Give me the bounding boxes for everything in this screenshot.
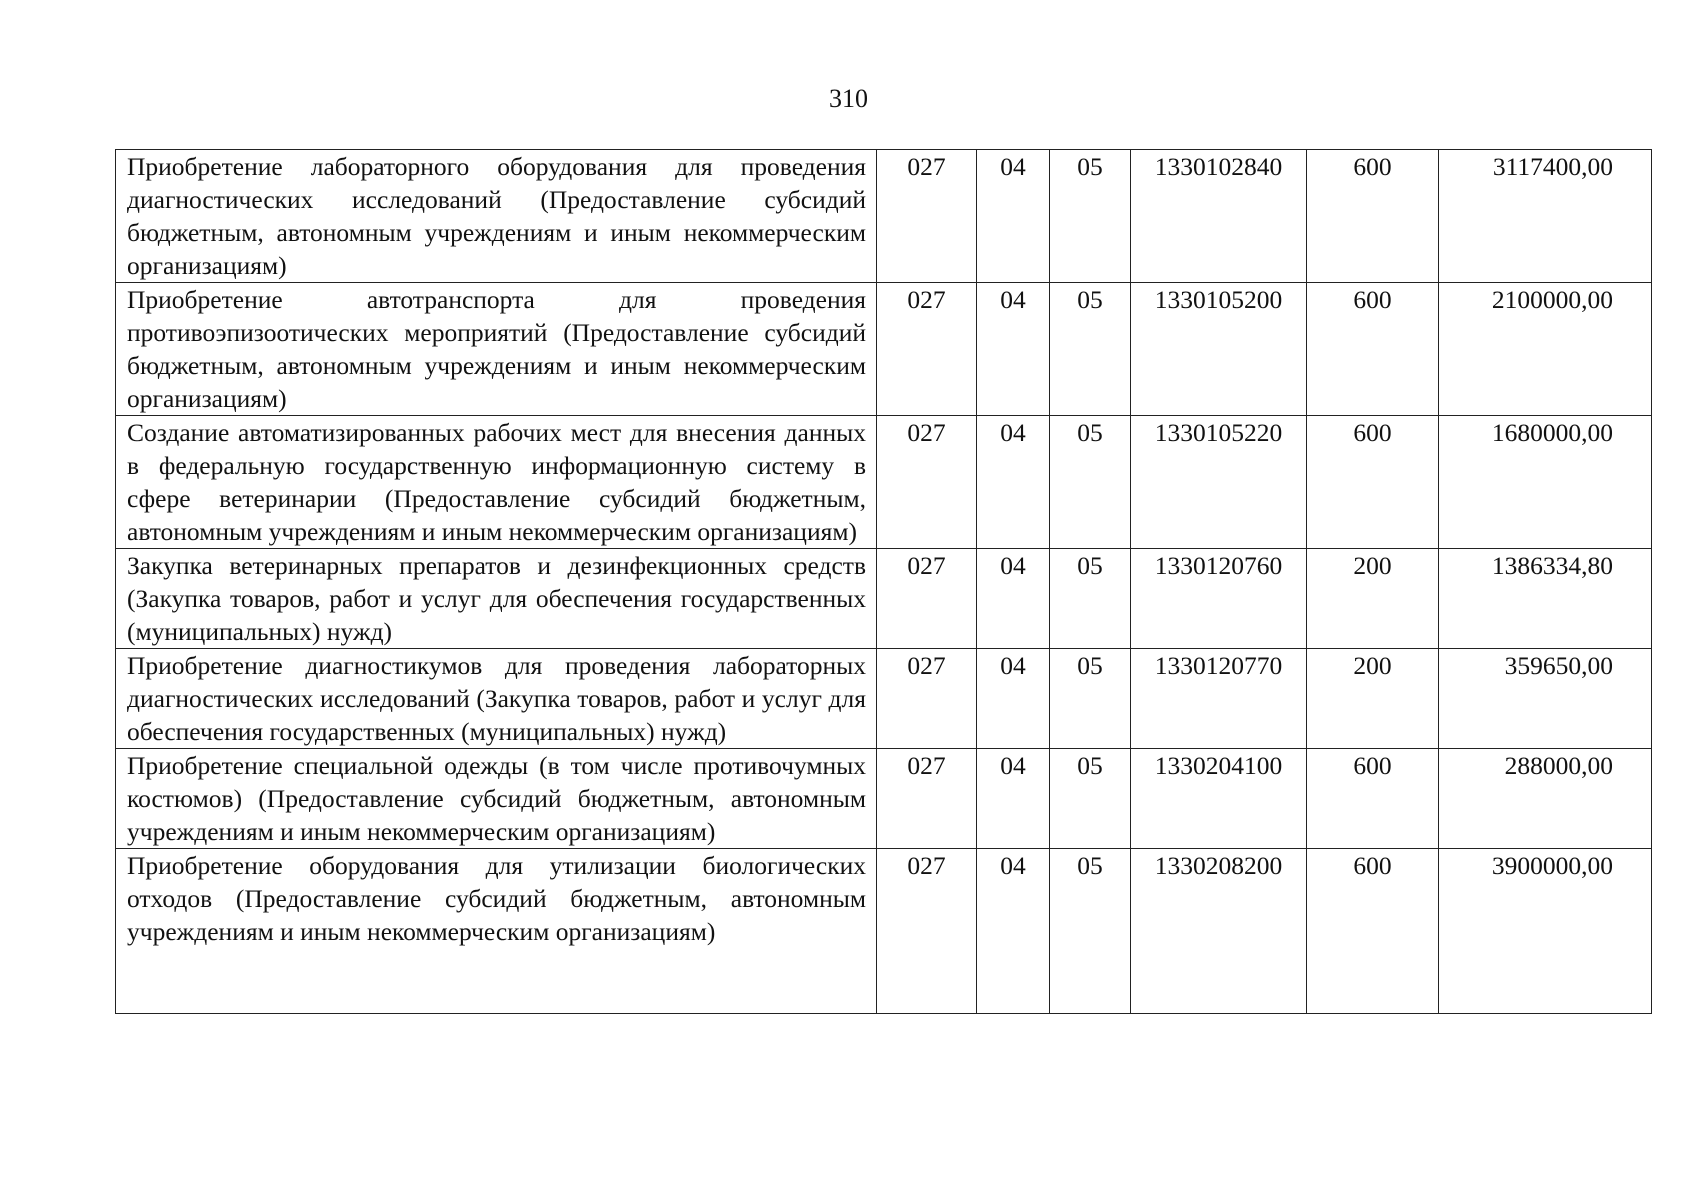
row-amount: 359650,00 <box>1439 649 1652 749</box>
table-row <box>116 549 1652 649</box>
row-amount: 1680000,00 <box>1439 416 1652 549</box>
table-row <box>116 416 1652 549</box>
row-ministry-code: 027 <box>877 649 977 749</box>
row-ministry-code: 027 <box>877 416 977 549</box>
row-amount: 1386334,80 <box>1439 549 1652 649</box>
row-amount: 288000,00 <box>1439 749 1652 849</box>
row-ministry-code: 027 <box>877 283 977 416</box>
table-row <box>116 749 1652 849</box>
row-target-article: 1330208200 <box>1131 849 1307 1014</box>
row-target-article: 1330105200 <box>1131 283 1307 416</box>
row-ministry-code: 027 <box>877 749 977 849</box>
row-expense-type: 600 <box>1307 749 1439 849</box>
row-subsection-code: 05 <box>1050 549 1131 649</box>
row-description: Приобретение диагностикумов для проведения лабораторных диагностических исследований (Закупка товаров, работ и услуг для обеспечения государственных (муниципальных) нужд) <box>116 649 877 749</box>
row-target-article: 1330102840 <box>1131 150 1307 283</box>
row-section-code: 04 <box>977 150 1050 283</box>
budget-table <box>115 149 1652 1014</box>
row-subsection-code: 05 <box>1050 283 1131 416</box>
table-row <box>116 649 1652 749</box>
row-target-article: 1330120770 <box>1131 649 1307 749</box>
row-description: Закупка ветеринарных препаратов и дезинфекционных средств (Закупка товаров, работ и услуг для обеспечения государственных (муниципальных) нужд) <box>116 549 877 649</box>
row-description: Создание автоматизированных рабочих мест для внесения данных в федеральную государственную информационную систему в сфере ветеринарии (Предоставление субсидий бюджетным, автономным учреждениям и иным некоммерческим организациям) <box>116 416 877 549</box>
page-number: 310 <box>829 84 868 113</box>
row-expense-type: 200 <box>1307 549 1439 649</box>
row-subsection-code: 05 <box>1050 849 1131 1014</box>
table-row <box>116 283 1652 416</box>
row-expense-type: 600 <box>1307 849 1439 1014</box>
row-description: Приобретение автотранспорта для проведения противоэпизоотических мероприятий (Предоставление субсидий бюджетным, автономным учреждениям и иным некоммерческим организациям) <box>116 283 877 416</box>
table-row <box>116 150 1652 283</box>
row-expense-type: 600 <box>1307 283 1439 416</box>
row-ministry-code: 027 <box>877 549 977 649</box>
row-ministry-code: 027 <box>877 150 977 283</box>
row-description: Приобретение специальной одежды (в том числе противочумных костюмов) (Предоставление субсидий бюджетным, автономным учреждениям и иным некоммерческим организациям) <box>116 749 877 849</box>
row-amount: 2100000,00 <box>1439 283 1652 416</box>
row-section-code: 04 <box>977 283 1050 416</box>
row-expense-type: 200 <box>1307 649 1439 749</box>
budget-table-body <box>116 150 1652 1014</box>
row-target-article: 1330105220 <box>1131 416 1307 549</box>
row-expense-type: 600 <box>1307 416 1439 549</box>
row-section-code: 04 <box>977 649 1050 749</box>
row-amount: 3117400,00 <box>1439 150 1652 283</box>
row-expense-type: 600 <box>1307 150 1439 283</box>
row-amount: 3900000,00 <box>1439 849 1652 1014</box>
row-subsection-code: 05 <box>1050 749 1131 849</box>
row-description: Приобретение лабораторного оборудования для проведения диагностических исследований (Предоставление субсидий бюджетным, автономным учреждениям и иным некоммерческим организациям) <box>116 150 877 283</box>
row-target-article: 1330120760 <box>1131 549 1307 649</box>
row-section-code: 04 <box>977 749 1050 849</box>
row-subsection-code: 05 <box>1050 649 1131 749</box>
row-section-code: 04 <box>977 416 1050 549</box>
row-subsection-code: 05 <box>1050 416 1131 549</box>
row-section-code: 04 <box>977 849 1050 1014</box>
row-description: Приобретение оборудования для утилизации биологических отходов (Предоставление субсидий бюджетным, автономным учреждениям и иным некоммерческим организациям) <box>116 849 877 1014</box>
row-subsection-code: 05 <box>1050 150 1131 283</box>
row-target-article: 1330204100 <box>1131 749 1307 849</box>
row-ministry-code: 027 <box>877 849 977 1014</box>
table-row <box>116 849 1652 1014</box>
row-section-code: 04 <box>977 549 1050 649</box>
